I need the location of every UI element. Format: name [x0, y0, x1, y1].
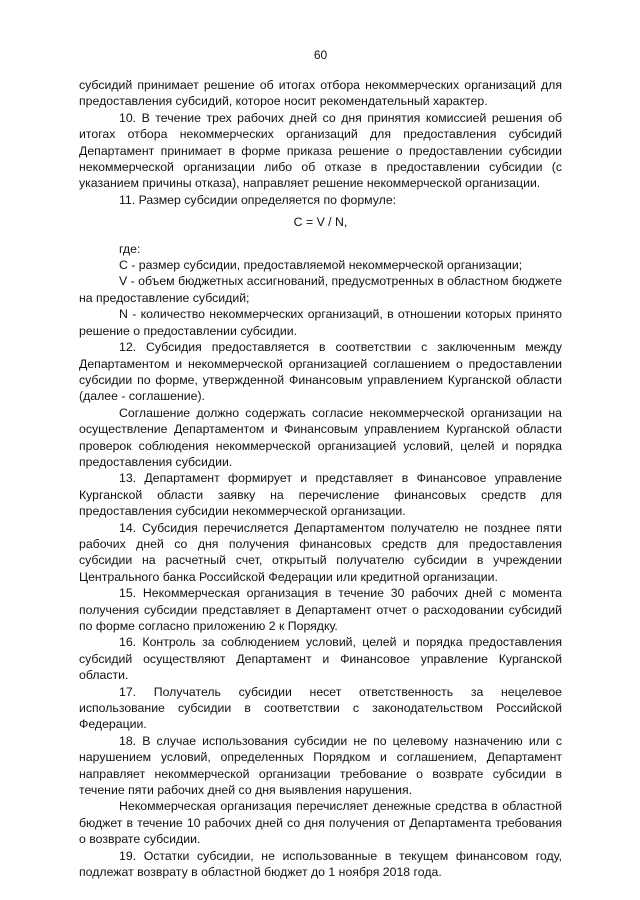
- paragraph-12: 12. Субсидия предоставляется в соответствии с заключенным между Департаментом и некоммерческой организацией соглашением о предоставлении субсидии по форме, утвержденной Финансовым управлением Курганской области (далее - соглашение).: [79, 340, 562, 404]
- paragraph-16: 16. Контроль за соблюдением условий, целей и порядка предоставления субсидий осуществляют Департамент и Финансовое управление Курганской области.: [79, 635, 562, 683]
- document-body: [79, 77, 562, 881]
- paragraph-14: 14. Субсидия перечисляется Департаментом получателю не позднее пяти рабочих дней со дня получения финансовых средств для предоставления субсидии на расчетный счет, открытый получателю субсидии в учреждении Центрального банка Российской Федерации или кредитной организации.: [79, 520, 562, 584]
- page-number: 60: [313, 48, 328, 62]
- formula-definition-c: C - размер субсидии, предоставляемой некоммерческой организации;: [119, 258, 523, 273]
- paragraph-18-refund: Некоммерческая организация перечисляет денежные средства в областной бюджет в течение 10 рабочих дней со дня получения от Департамента требования о возврате субсидии.: [79, 799, 562, 847]
- paragraph-18: 18. В случае использования субсидии не по целевому назначению или с нарушением условий, определенных Порядком и соглашением, Департамент направляет некоммерческой организации требование о возврате субсидии в течение пяти рабочих дней со дня выявления нарушения.: [79, 733, 562, 798]
- formula-where: где:: [119, 241, 141, 256]
- paragraph-17: 17. Получатель субсидии несет ответственность за нецелевое использование субсидии в соответствии с законодательством Российской Федерации.: [79, 684, 562, 732]
- paragraph-15: 15. Некоммерческая организация в течение 30 рабочих дней с момента получения субсидии представляет в Департамент отчет о расходовании субсидий по форме согласно приложению 2 к Порядку.: [79, 586, 562, 633]
- paragraph-13: 13. Департамент формирует и представляет в Финансовое управление Курганской области заявку на перечисление финансовых средств для предоставления субсидии некоммерческой организации.: [79, 471, 562, 519]
- paragraph-12-agreement: Соглашение должно содержать согласие некоммерческой организации на осуществление Департаментом и Финансовым управлением Курганской области проверок соблюдения некоммерческой организацией условий, целей и порядка предоставления субсидии.: [79, 405, 562, 469]
- paragraph-10: 10. В течение трех рабочих дней со дня принятия комиссией решения об итогах отбора некоммерческих организаций для предоставления субсидий Департамент принимает в форме приказа решение о предоставлении субсидии некоммерческой организации либо об отказе в предоставлении субсидии (с указанием причины отказа), направляет решение некоммерческой организации.: [79, 110, 562, 191]
- paragraph-11: 11. Размер субсидии определяется по формуле:: [119, 192, 397, 207]
- paragraph-continuation: субсидий принимает решение об итогах отбора некоммерческих организаций для предоставления субсидий, которое носит рекомендательный характер.: [79, 78, 562, 109]
- formula-definition-v: V - объем бюджетных ассигнований, предусмотренных в областном бюджете на предоставление субсидий;: [79, 274, 562, 305]
- subsidy-formula: C = V / N,: [293, 215, 348, 230]
- formula-definition-n: N - количество некоммерческих организаций, в отношении которых принято решение о предоставлении субсидии.: [79, 307, 562, 338]
- paragraph-19: 19. Остатки субсидии, не использованные в текущем финансовом году, подлежат возврату в областной бюджет до 1 ноября 2018 года.: [79, 848, 562, 880]
